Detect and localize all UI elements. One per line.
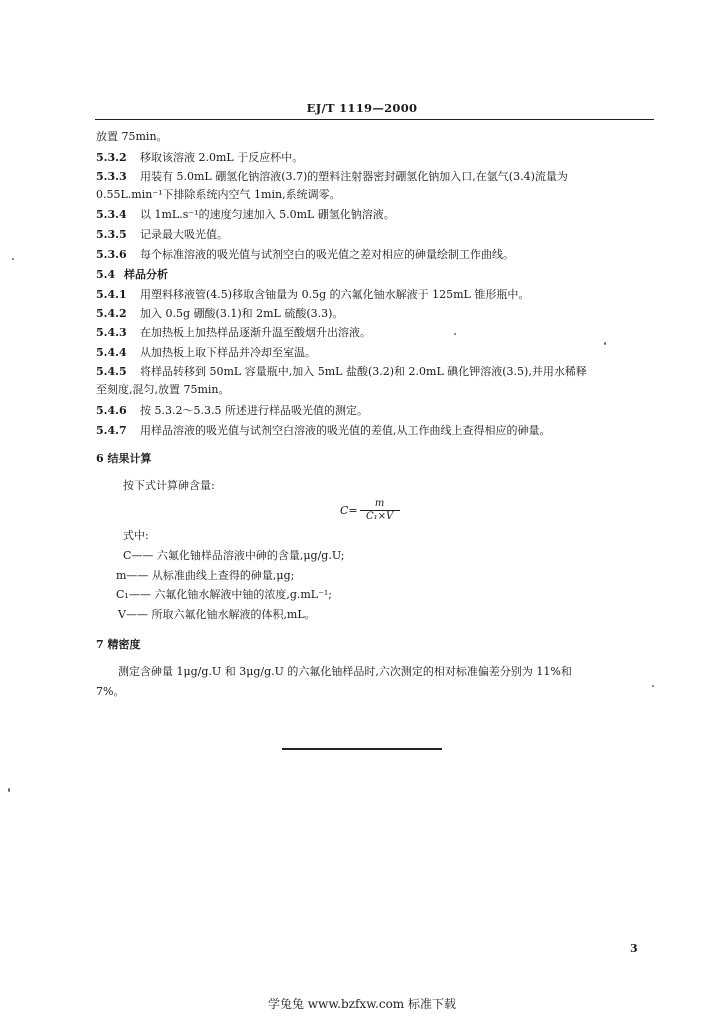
procedure-line: 5.4.3 在加热板上加热样品逐渐升温至酸烟升出溶液。	[96, 326, 371, 339]
formula-lhs: C=	[340, 504, 358, 517]
procedure-line: 5.4.7 用样品溶液的吸光值与试剂空白溶液的吸光值的差值,从工作曲线上查得相应的砷量。	[96, 424, 551, 437]
where-label: 式中:	[123, 529, 149, 542]
procedure-line: 5.3.6 每个标准溶液的吸光值与试剂空白的吸光值之差对相应的砷量绘制工作曲线。	[96, 248, 514, 261]
formula-numerator: m	[374, 498, 385, 509]
variable-definition: V—— 所取六氟化铀水解液的体积,mL。	[118, 608, 316, 621]
footer-watermark: 学兔兔 www.bzfxw.com 标准下载	[267, 997, 457, 1011]
procedure-line: 5.3.5 记录最大吸光值。	[96, 228, 228, 241]
header-rule	[95, 119, 654, 120]
formula-denominator: C₁×V	[366, 511, 394, 522]
scan-speck	[454, 333, 456, 335]
procedure-line: 5.4.4 从加热板上取下样品并冷却至室温。	[96, 346, 316, 359]
variable-definition: m—— 从标准曲线上查得的砷量,μg;	[116, 569, 295, 582]
variable-definition: C—— 六氟化铀样品溶液中砷的含量,μg/g.U;	[123, 549, 345, 562]
precision-text-continuation: 7%。	[96, 685, 125, 698]
section-6-intro: 按下式计算砷含量:	[123, 479, 215, 492]
procedure-line: 5.4.2 加入 0.5g 硼酸(3.1)和 2mL 硫酸(3.3)。	[96, 307, 344, 320]
section-6-title: 6 结果计算	[96, 452, 152, 465]
scan-speck	[604, 342, 606, 345]
procedure-line: 5.4.5 将样品转移到 50mL 容量瓶中,加入 5mL 盐酸(3.2)和 2.0mL 碘化钾溶液(3.5),并用水稀释	[96, 365, 587, 378]
end-rule	[282, 748, 442, 750]
precision-text: 测定含砷量 1μg/g.U 和 3μg/g.U 的六氟化铀样品时,六次测定的相对标准偏差分别为 11%和	[118, 665, 572, 678]
procedure-line: 5.4.6 按 5.3.2～5.3.5 所述进行样品吸光值的测定。	[96, 404, 368, 417]
subsection-heading: 5.4 样品分析	[96, 268, 168, 281]
page-number: 3	[630, 942, 638, 955]
procedure-line: 5.3.2 移取该溶液 2.0mL 于反应杯中。	[96, 151, 304, 164]
section-7-title: 7 精密度	[96, 638, 141, 651]
procedure-line: 5.3.3 用装有 5.0mL 硼氢化钠溶液(3.7)的塑料注射器密封硼氢化钠加入口,在氩气(3.4)流量为	[96, 170, 568, 183]
procedure-line: 放置 75min。	[96, 130, 168, 143]
formula-fraction	[360, 498, 400, 523]
scan-speck	[8, 788, 10, 792]
standard-code-header: EJ/T 1119—2000	[306, 101, 418, 115]
procedure-line: 5.4.1 用塑料移液管(4.5)移取含铀量为 0.5g 的六氟化铀水解液于 125mL 锥形瓶中。	[96, 288, 530, 301]
scan-speck	[652, 685, 654, 687]
formula	[340, 498, 400, 523]
procedure-line-continuation: 至刻度,混匀,放置 75min。	[96, 383, 230, 396]
procedure-line-continuation: 0.55L.min⁻¹下排除系统内空气 1min,系统调零。	[96, 188, 341, 201]
variable-definition: C₁—— 六氟化铀水解液中铀的浓度,g.mL⁻¹;	[116, 588, 333, 601]
procedure-line: 5.3.4 以 1mL.s⁻¹的速度匀速加入 5.0mL 硼氢化钠溶液。	[96, 208, 395, 221]
scan-speck	[12, 258, 14, 260]
